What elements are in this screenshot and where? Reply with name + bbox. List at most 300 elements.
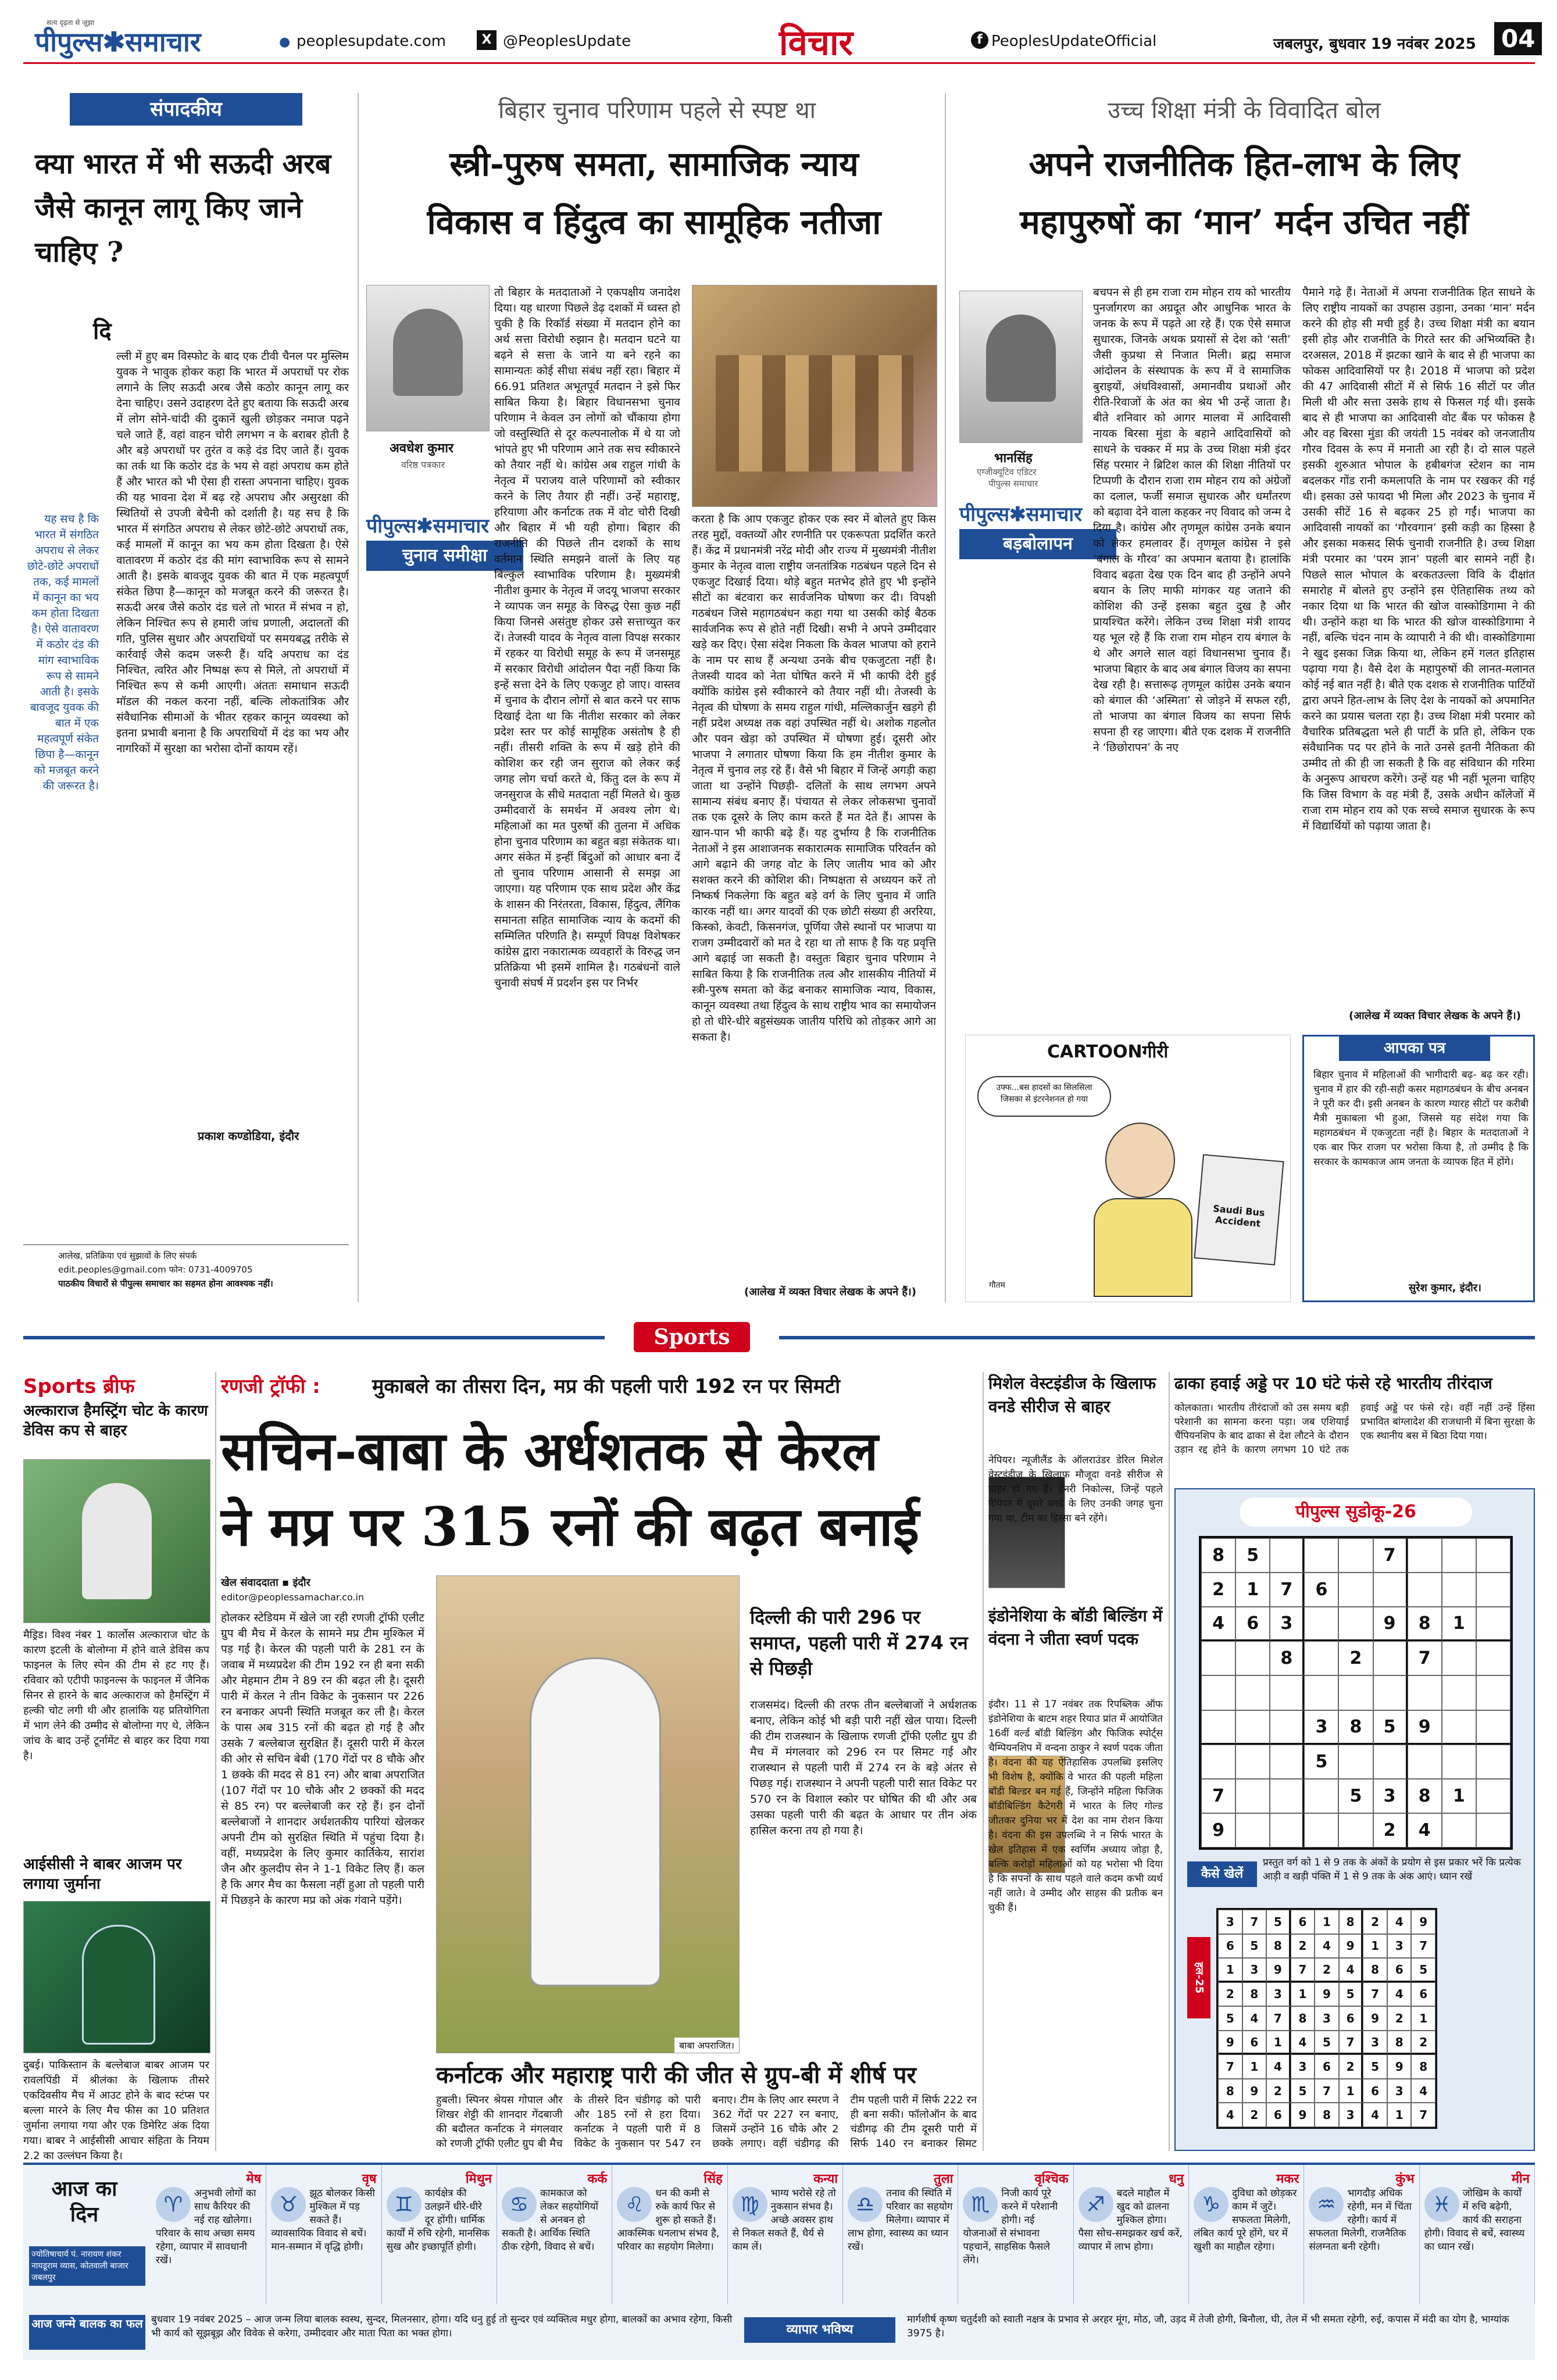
article2-col1: बचपन से ही हम राजा राम मोहन राय को भारतीय पुनर्जागरण का अग्रदूत और आधुनिक भारत के जनक के रूप में पढ़ते आ रहे हैं। एक ऐसे समाज सुधारक, जिनके अथक प्रयासों से देश को ‘सती’ जैसी कुप्रथा से निजात मिली। ब्रह्म समाज आंदोलन के संस्थापक के रूप में वे सामाजिक बुराइयों, अंधविश्वासों, अमानवीय प्रथाओं और रीति-रिवाजों के अंत का श्रेय भी उन्हें जाता है। बीते शनिवार को आगर मालवा में आदिवासी नायक बिरसा मुंडा के बहाने आदिवासियों को साधने के चक्कर में मप्र के उच्च शिक्षा मंत्री इंदर सिंह परमार ने ब्रिटिश काल की शिक्षा नीतियों पर टिप्पणी के दौरान राजा राम मोहन राय को अंग्रेजों का दलाल, फर्जी समाज सुधारक और धर्मांतरण को बढ़ावा देने वाला कहकर नए विवाद को जन्म दे दिया है। कांग्रेस और तृणमूल कांग्रेस उनके बयान को लेकर हमलावर हैं। तृणमूल कांग्रेस ने इसे ‘बंगाल के गौरव’ का अपमान बताया है। हालांकि विवाद बढ़ता देख एक दिन बाद ही उन्होंने अपने बयान के लिए माफी मांगकर यह जताने की कोशिश की उन्हें इसका बहुत दुख है और प्रायश्चित करेंगे। लेकिन उच्च शिक्षा मंत्री शायद यह भूल रहे हैं कि राजा राम मोहन राय बंगाल के थे और अगले साल वहां विधानसभा चुनाव हैं। भाजपा बिहार के बाद अब बंगाल विजय का सपना देख रही है। सत्तारूढ़ तृणमूल कांग्रेस उनके बयान को बंगाल की ‘अस्मिता’ से जोड़ने में सफल रही, तो भाजपा का बंगाल विजय का सपना सिर्फ सपना ही रह जाएगा। बीते एक दशक में राजनीति ने ‘छिछोरापन’ के नए <box>1093 286 1291 754</box>
sudoku-solution-cell: 6 <box>1315 2054 1339 2079</box>
sudoku-solution-cell: 7 <box>1315 2079 1339 2103</box>
sudoku-cell[interactable]: 8 <box>1408 1607 1442 1641</box>
article-minister <box>954 93 1535 1023</box>
globe-icon: ● <box>279 35 291 49</box>
rashi-1 <box>151 2165 266 2304</box>
letter <box>1302 1035 1535 1302</box>
sudoku-cell[interactable] <box>1338 1573 1373 1607</box>
sudoku-solution-cell: 8 <box>1363 1958 1387 1982</box>
batsman-silhouette-icon <box>530 1657 661 1986</box>
sudoku-cell[interactable] <box>1201 1710 1235 1745</box>
article-bihar <box>366 93 936 1302</box>
sudoku-solution-cell: 1 <box>1363 1934 1387 1959</box>
sudoku-cell[interactable] <box>1476 1813 1510 1847</box>
letter-tag: आपका पत्र <box>1339 1035 1490 1061</box>
sudoku-instructions-tag: कैसे खेलें <box>1187 1861 1257 1887</box>
sudoku-cell[interactable] <box>1235 1745 1270 1779</box>
rashi-name: तुला <box>934 2172 954 2186</box>
sudoku-grid[interactable] <box>1199 1536 1513 1850</box>
sports-middle <box>988 1372 1163 2151</box>
sudoku-solution-cell: 4 <box>1291 2031 1315 2055</box>
sudoku-solution-cell: 9 <box>1339 1934 1363 1959</box>
masthead-dateline: जबलपुर, बुधवार 19 नवंबर 2025 <box>1273 35 1476 53</box>
rashi-text: तनाव की स्थिति में परिवार का सहयोग मिलेगा। व्यापार में लाभ होगा, स्वास्थ्य का ध्यान रखें। <box>848 2188 953 2253</box>
editorial-footer-line3: पाठकीय विचारों से पीपुल्स समाचार का सहमत होना आवश्यक नहीं। <box>58 1278 273 1289</box>
rashi-6 <box>728 2165 843 2304</box>
zodiac-icon: ♐ <box>1079 2187 1113 2222</box>
sudoku-cell[interactable] <box>1408 1745 1442 1779</box>
rashi-name: सिंह <box>703 2172 723 2186</box>
sudoku-cell[interactable] <box>1442 1538 1476 1573</box>
ranji-kicker: मुकाबले का तीसरा दिन, मप्र की पहली पारी 192 रन पर सिमटी <box>372 1375 841 1398</box>
brief1-title: अल्काराज हैमस्ट्रिंग चोट के कारण डेविस कप से बाहर <box>23 1402 208 1439</box>
sudoku-cell[interactable] <box>1442 1745 1476 1779</box>
sudoku-solution-cell: 7 <box>1266 2006 1291 2031</box>
sudoku-cell[interactable]: 9 <box>1373 1607 1408 1641</box>
rashi-row <box>151 2165 1535 2304</box>
sudoku-solution-cell: 9 <box>1387 2054 1412 2079</box>
sudoku-solution-cell: 3 <box>1363 2031 1387 2055</box>
rashi-11 <box>1304 2165 1419 2304</box>
cartoon-newspaper-text: Saudi Bus Accident <box>1212 1203 1266 1230</box>
letter-body: बिहार चुनाव में महिलाओं की भागीदारी बढ़- बढ़ कर रही। चुनाव में हार की रही-सही कसर महागठबंधन के बीच अनबन ने पूरी कर दी। इसी अनबन के कारण ग्यारह सीटों पर करीबी मैत्री मुकाबला भी हुआ, जिससे यह संदेश गया कि महागठबंधन में एकजुटता नहीं है। बिहार के मतदाताओं ने एक बार फिर राजग पर भरोसा किया है, तो उम्मीद है कि सरकार के कामकाज आम जनता के व्यापक हित में होंगे। <box>1313 1069 1529 1168</box>
rashi-name: कुंभ <box>1395 2172 1415 2186</box>
sudoku-cell[interactable] <box>1373 1641 1408 1675</box>
zodiac-icon: ♏ <box>963 2187 998 2222</box>
masthead <box>23 17 1535 64</box>
ranji-label: रणजी ट्रॉफी : <box>221 1375 320 1398</box>
today-label: आज का दिन <box>51 2177 117 2227</box>
sudoku-solution-cell: 9 <box>1315 1982 1339 2007</box>
sudoku-cell[interactable]: 9 <box>1408 1710 1442 1745</box>
rashi-name: वृष <box>362 2172 377 2186</box>
rashi-9 <box>1074 2165 1189 2304</box>
sudoku-solution-cell: 9 <box>1363 2006 1387 2031</box>
rashi-name: कर्क <box>587 2172 608 2186</box>
sudoku-cell[interactable] <box>1304 1675 1338 1710</box>
sudoku-cell[interactable]: 8 <box>1270 1641 1304 1675</box>
sudoku-solution-cell: 2 <box>1218 1982 1242 2007</box>
sudoku-cell[interactable]: 7 <box>1270 1573 1304 1607</box>
sudoku-cell[interactable] <box>1270 1745 1304 1779</box>
article1-col1: तो बिहार के मतदाताओं ने एकपक्षीय जनादेश दिया। यह धारणा पिछले डेढ़ दशकों में ध्वस्त हो चुकी है कि रिकॉर्ड संख्या में मतदान होने का अर्थ सत्ता विरोधी रुझान है। मतदान घटने या बढ़ने से सत्ता के जाने या बने रहने का सामान्यतः कोई सीधा संबंध नहीं रहा। बिहार में 66.91 प्रतिशत अभूतपूर्व मतदान ने इसे फिर साबित किया है। बिहार विधानसभा चुनाव परिणाम ने केवल उन लोगों को चौंकाया होगा जो वस्तुस्थिति से दूर कल्पनालोक में थे या जो भांपते हुए भी परिणाम आने तक सच स्वीकारने को तैयार नहीं थे। कांग्रेस अब राहुल गांधी के नेतृत्व में पराजय वाले परिणामों को स्वीकार करने के लिए तैयार ही नहीं। उन्हें महाराष्ट्र, हरियाणा और कर्नाटक तक में वोट चोरी दिखी और बिहार में भी यही होगा। बिहार की राजनीति की पिछले तीन दशकों के साथ वर्तमान स्थिति समझने वालों के लिए यह बिल्कुल स्वाभाविक परिणाम है। मुख्यमंत्री नीतीश कुमार के नेतृत्व में जदयू भाजपा सरकार ने व्यापक जन समूह के विरुद्ध ऐसा कुछ नहीं किया जिनसे असंतुष्ट होकर उसे सत्ताच्युत कर दें। तेजस्वी यादव के नेतृत्व वाला विपक्ष सरकार में रहकर या विरोधी समूह के रूप में जनसमूह में सरकार विरोधी आंदोलन पैदा नहीं किया कि इन्हें सत्ता देने के लिए एकजुट हो जाए। वास्तव में चुनाव के दौरान लोगों से बात करने पर साफ दिखाई देता था कि नीतीश सरकार को लेकर प्रदेश स्तर पर कोई सामूहिक असंतोष है ही नहीं। तीसरी शक्ति के रूप में खड़े होने की कोशिश कर रही जन सुराज को लेकर कई जगह लोग चर्चा करते थे, किंतु दल के रूप में जनसुराज के सीधे मतदाता नहीं मिलते थे। कुछ उम्मीदवारों के समर्थन में अवश्य लोग थे। महिलाओं का मत पुरुषों की तुलना में अधिक होना चुनाव परिणाम का बहुत बड़ा संकेतक था। अगर संकेत में इन्हीं बिंदुओं को आधार बना दें तो चुनाव परिणाम आसानी से समझ आ जाएगा। यह परिणाम एक साथ प्रदेश और केंद्र के शासन की निरंतरता, विकास, हिंदुत्व, लैंगिक समानता सहित सामाजिक न्याय के कदमों की सम्मिलित परिणति है। सम्पूर्ण विपक्ष विशेषकर कांग्रेस द्वारा नकारात्मक व्यवहारों के विरुद्ध जन प्रतिक्रिया भी इसमें शामिल है। गठबंधनों वाले चुनावी संघर्ष में प्रदर्शन इस पर निर्भर <box>494 286 680 989</box>
cartoon <box>965 1035 1291 1302</box>
rashi-5 <box>612 2165 727 2304</box>
brief1-body: मैड्रिड। विश्व नंबर 1 कार्लोस अल्काराज चोट के कारण इटली के बोलोग्ना में होने वाले डेविस कप फाइनल के लिए स्पेन की टीम से हट गए हैं। रविवार को एटीपी फाइनल्स के फाइनल में जैनिक सिनर से हारने के बाद अल्काराज को हैमस्ट्रिंग में हल्की चोट लगी थी और हालांकि यह प्रतियोगिता में भाग लेने की उम्मीद से बोलोग्ना गए थे, लेकिन जांच के बाद उन्हें टूर्नामेंट से बाहर कर दिया गया है। <box>23 1629 209 1762</box>
zodiac-icon: ♒ <box>1309 2187 1344 2222</box>
sudoku-cell[interactable] <box>1304 1813 1338 1847</box>
sudoku-solution-cell: 7 <box>1411 2103 1435 2127</box>
sudoku-solution-cell: 3 <box>1315 2006 1339 2031</box>
cartoon-body <box>1094 1198 1192 1297</box>
sudoku-cell[interactable]: 1 <box>1235 1573 1270 1607</box>
rashi-12 <box>1420 2165 1535 2304</box>
rashi-name: कन्या <box>813 2172 838 2186</box>
article2-author-role1: एग्जीक्यूटिव एडिटर <box>977 467 1037 477</box>
babar-photo <box>23 1901 210 2053</box>
sudoku-cell[interactable] <box>1338 1813 1373 1847</box>
sports-banner: Sports <box>634 1322 750 1352</box>
zodiac-icon: ♈ <box>156 2187 191 2222</box>
sudoku-cell[interactable] <box>1442 1641 1476 1675</box>
editorial <box>23 93 349 1302</box>
article2-headline2: महापुरुषों का ‘मान’ मर्दन उचित नहीं <box>1020 202 1469 242</box>
sudoku-solution-cell: 2 <box>1315 1958 1339 1982</box>
sudoku-solution-cell: 5 <box>1411 1958 1435 1982</box>
sudoku-cell[interactable] <box>1235 1675 1270 1710</box>
karnataka-headline: कर्नाटक और महाराष्ट्र पारी की जीत से ग्रुप-बी में शीर्ष पर <box>436 2061 916 2089</box>
sudoku-cell[interactable] <box>1442 1573 1476 1607</box>
sudoku-cell[interactable] <box>1201 1641 1235 1675</box>
rashi-text: धन की कमी से रुके कार्य फिर से शुरू हो सकते हैं। आकस्मिक धनलाभ संभव है, परिवार का सहयोग मिलेगा। <box>617 2188 720 2253</box>
editorial-footer-line2[interactable]: edit.peoples@gmail.com फोन: 0731-4009705 <box>58 1264 253 1275</box>
article1-badge-logo: पीपुल्स✱समाचार <box>366 514 490 538</box>
sudoku-solution-cell: 7 <box>1363 1982 1387 2007</box>
mitchell-body: नेपियर। न्यूजीलैंड के ऑलराउंडर डेरिल मिशेल वेस्टइंडीज के खिलाफ मौजूदा वनडे सीरीज से बाहर हो गए हैं। हेनरी निकोल्स, जिन्हें पहले नेपियर में दूसरे वनडे के लिए उनकी जगह चुना गया था, टीम का हिस्सा बने रहेंगे। <box>988 1455 1163 1524</box>
rashi-text: कामकाज को लेकर सहयोगियों से अनबन हो सकती है। आर्थिक स्थिति ठीक रहेगी, विवाद से बचें। <box>502 2188 598 2253</box>
article2-kicker: उच्च शिक्षा मंत्री के विवादित बोल <box>1108 97 1381 124</box>
cartoon-title: CARTOONगीरी <box>1047 1042 1169 1062</box>
sudoku-solution-cell: 3 <box>1387 2079 1412 2103</box>
sudoku-solution-cell: 1 <box>1266 2031 1291 2055</box>
sudoku-solution-cell: 6 <box>1242 2031 1267 2055</box>
sudoku-cell[interactable]: 6 <box>1235 1607 1270 1641</box>
ranji-headline2: ने मप्र पर 315 रनों की बढ़त बनाई <box>221 1495 919 1558</box>
masthead-twitter[interactable]: @PeoplesUpdate <box>503 33 631 50</box>
sudoku-solution-cell: 1 <box>1411 2006 1435 2031</box>
cartoon-artist: गौतम <box>989 1281 1005 1290</box>
mitchell-headline: मिशेल वेस्टइंडीज के खिलाफ वनडे सीरीज से बाहर <box>988 1374 1156 1416</box>
rashi-10 <box>1189 2165 1304 2304</box>
market-label: व्यापार भविष्य <box>744 2317 895 2343</box>
sudoku-cell[interactable] <box>1235 1779 1270 1813</box>
market-text: मार्गशीर्ष कृष्ण चतुर्दशी को स्वाती नक्षत्र के प्रभाव से अरहर मूंग, मोठ, जौ, उड़द में तेजी होगी, बिनौला, घी, तेल में भी समता रहेगी, रुई, कपास में मंदी का योग है, भाग्यांक 3975 है। <box>907 2314 1509 2339</box>
sudoku-cell[interactable]: 7 <box>1201 1779 1235 1813</box>
sudoku-cell[interactable]: 3 <box>1373 1779 1408 1813</box>
masthead-section: विचार <box>779 23 854 63</box>
sudoku-solution-cell: 8 <box>1339 1910 1363 1934</box>
sudoku-solution-cell: 2 <box>1242 2103 1267 2127</box>
editorial-drop-cap: दि <box>93 318 112 345</box>
sudoku-cell[interactable]: 8 <box>1408 1779 1442 1813</box>
sudoku-cell[interactable] <box>1476 1675 1510 1710</box>
sudoku-cell[interactable] <box>1304 1607 1338 1641</box>
sudoku-solution-cell: 6 <box>1411 1982 1435 2007</box>
sudoku-solution-cell: 1 <box>1339 2079 1363 2103</box>
article1-author-role: वरिष्ठ पत्रकार <box>401 459 445 470</box>
article2-note: (आलेख में व्यक्त विचार लेखक के अपने हैं।) <box>1349 1010 1521 1022</box>
masthead-facebook[interactable]: PeoplesUpdateOfficial <box>991 33 1157 50</box>
sudoku-solution-cell: 3 <box>1339 2103 1363 2127</box>
cartoon-newspaper <box>1194 1154 1284 1266</box>
rashi-name: मेष <box>246 2172 262 2186</box>
sudoku-cell[interactable]: 8 <box>1338 1710 1373 1745</box>
sudoku-solution-cell: 8 <box>1266 1934 1291 1959</box>
author-photo-icon <box>393 309 463 396</box>
article1-col2: करता है कि आप एकजुट होकर एक स्वर में बोलते हुए किस तरह मुद्दों, वक्तव्यों और रणनीति पर एकरूपता प्रदर्शित करते हैं। केंद्र में प्रधानमंत्री नरेंद्र मोदी और राज्य में मुख्यमंत्री नीतीश कुमार के नेतृत्व वाला राष्ट्रीय जनतांत्रिक गठबंधन पहले दिन से एकजुट दिखाई दिया। थोड़े बहुत मतभेद होते हुए भी इन्होंने सीटों का बंटवारा कर सार्वजनिक घोषणा कर दी। विपक्षी गठबंधन जिसे महागठबंधन कहा गया था उसकी कोई बैठक सार्वजनिक रूप से होते नहीं दिखी। सभी ने अपने उम्मीदवार खड़े कर दिए। ऐसा संदेश निकला कि केवल भाजपा को हराने के नाम पर साथ हैं अन्यथा उनके बीच एकजुटता नहीं है। तेजस्वी यादव को नेता घोषित करने में भी काफी देरी हुई क्योंकि कांग्रेस इसे स्वीकारने को तैयार नहीं थी। तेजस्वी के नेतृत्व की घोषणा के समय राहुल गांधी, मल्लिकार्जुन खड़गे ही नहीं प्रदेश अध्यक्ष तक वहां उपस्थित नहीं थे। अशोक गहलोत और पवन खेड़ा को उपस्थित में घोषणा हुई। दूसरी ओर भाजपा ने लगातार घोषणा किया कि हम नीतीश कुमार के नेतृत्व में चुनाव लड़ रहे हैं। वैसे भी बिहार में जिन्हें अगड़ी कहा जाता था उन्होंने पिछड़ी- दलितों के साथ लगभग अपने सामान्य संबंध बनाए हैं। पंचायत से लेकर लोकसभा चुनावों तक एक दूसरे के लिए काम करते हैं मत देते हैं। आपस के खान-पान भी काफी बढ़े हैं। यह दुर्भाग्य है कि राजनीतिक नेताओं ने इस आशाजनक सकारात्मक सामाजिक परिवर्तन को आगे बढ़ाने की जगह वोट के लिए जातीय भाव को और सशक्त करने की कोशिश की। निष्पक्षता से अध्ययन करें तो निष्कर्ष निकलेगा कि बहुत बड़े वर्ग के लिए चुनाव में जाति कारक नहीं था। अगर यादवों की एक छोटी संख्या ही अररिया, किस्को, केवटी, किसनगंज, पूर्णिया जैसे स्थानों पर भाजपा या राजग उम्मीदवारों को मत दे रहा था तो साफ है कि यह प्रवृत्ति आगे बढ़ाई जा सकती है। वस्तुतः बिहार चुनाव परिणाम ने साबित किया है कि राजनीतिक तत्व और शासकीय नीतियों में स्त्री-पुरुष समता को केंद्र बनाकर सामाजिक न्याय, विकास, कानून व्यवस्था तथा हिंदुत्व के साथ राष्ट्रीय भाव का समायोजन हो तो धीरे-धीरे बहुसंख्यक जातीय परिधि को तोड़कर आगे आ सकता है। <box>692 513 936 1044</box>
sudoku-cell[interactable] <box>1270 1675 1304 1710</box>
article2-col2: पैमाने गढ़े हैं। नेताओं में अपना राजनीतिक हित साधने के लिए राष्ट्रीय नायकों का उपहास उड़ाना, उनका ‘मान’ मर्दन करने की होड़ सी मची हुई है। उच्च शिक्षा मंत्री का बयान इसी होड़ और राजनीति के गिरते स्तर की अभिव्यक्ति है। दरअसल, 2018 में झटका खाने के बाद से ही भाजपा का फोकस आदिवासियों पर है। 2018 में भाजपा को प्रदेश की 47 आदिवासी सीटों में से सिर्फ 16 सीटों पर जीत मिली थी और सत्ता उसके हाथ से फिसल गई थी। इसके बाद से ही भाजपा का आदिवासी वोट बैंक पर फोकस है और वह बिरसा मुंडा की जयंती 15 नवंबर को जनजातीय गौरव दिवस के रूप में मनाती आ रही है। दो साल पहले इसकी शुरुआत भोपाल के हबीबगंज स्टेशन का नाम बदलकर गोंड रानी कमलापति के नाम पर रखकर की गई थी। इसका उसे फायदा भी मिला और 2023 के चुनाव में उसकी सीटें 16 से बढ़कर 25 हो गईं। भाजपा का आदिवासी नायकों का ‘गौरवगान’ इसी कड़ी का हिस्सा है और इसका मकसद सिर्फ चुनावी राजनीति है। उच्च शिक्षा मंत्री परमार का ‘परम ज्ञान’ पहली बार सामने नहीं है। पिछले साल भोपाल के बरकतउल्ला विवि के दीक्षांत समारोह में बोलते हुए उन्होंने इस ऐतिहासिक तथ्य को नकार दिया था कि भारत की खोज वास्कोडिगामा ने की थी। उन्होंने कहा था कि भारत की खोज वास्कोडिगामा ने नहीं, बल्कि चंदन नाम के व्यापारी ने की थी। वास्कोडिगामा ने खुद इसका जिक्र किया था, लेकिन हमें गलत इतिहास पढ़ाया गया है। वैसे देश के महापुरुषों की लानत-मलानत कोई नई बात नहीं है। बीते एक दशक से राजनीतिक पार्टियों द्वारा अपने हित-लाभ के लिए देश के नायकों को अपमानित करने का प्रयास चलता रहा है। उच्च शिक्षा मंत्री परमार को वैचारिक प्रतिबद्धता भले ही पार्टी के प्रति हो, लेकिन एक संवैधानिक पद पर होने के नाते उनसे इतनी नैतिकता की उम्मीद तो की ही जा सकती है कि वह संविधान की गरिमा के अनुरूप आचरण करेंगे। उन्हें यह भी नहीं भूलना चाहिए कि जिस विभाग के वह मंत्री हैं, उसके अधीन कॉलेजों में राजा राम मोहन राय को एक सच्चे समाज सुधारक के रूप में विद्यार्थियों को पढ़ाया जाता है। <box>1302 286 1535 832</box>
sudoku-cell[interactable] <box>1338 1607 1373 1641</box>
rashi-text: अनुभवी लोगों का साथ कैरियर की नई राह खोलेगा। परिवार के साथ अच्छा समय रहेगा, व्यापार में सावधानी रखें। <box>156 2188 256 2266</box>
zodiac-icon: ♋ <box>502 2187 537 2222</box>
sudoku-title: पीपुल्स सुडोकू-26 <box>1240 1498 1472 1527</box>
sudoku-cell[interactable] <box>1270 1710 1304 1745</box>
ranji-story <box>221 1372 977 2151</box>
rashi-2 <box>266 2165 381 2304</box>
sudoku-answer-tag: हल-25 <box>1187 1937 1210 2018</box>
sudoku-cell[interactable] <box>1201 1675 1235 1710</box>
sudoku-cell[interactable] <box>1270 1779 1304 1813</box>
batsman-photo <box>436 1575 740 2053</box>
masthead-logo: पीपुल्स✱समाचार <box>35 26 201 58</box>
sudoku-solution-cell: 2 <box>1363 1910 1387 1934</box>
sports-right <box>1174 1372 1535 2151</box>
rashi-text: भाग्य भरोसे रहे तो नुकसान संभव है। अच्छे अवसर हाथ से निकल सकते हैं, धैर्य से काम लें। <box>732 2188 836 2253</box>
sudoku-cell[interactable] <box>1476 1641 1510 1675</box>
sudoku-solution-cell: 8 <box>1291 2006 1315 2031</box>
sudoku-cell[interactable] <box>1476 1607 1510 1641</box>
voters-photo-icon <box>716 355 913 471</box>
sudoku-panel <box>1174 1488 1535 2151</box>
sudoku-solution-cell: 4 <box>1411 2079 1435 2103</box>
sudoku-cell[interactable] <box>1201 1745 1235 1779</box>
sudoku-cell[interactable]: 3 <box>1270 1607 1304 1641</box>
sudoku-cell[interactable]: 5 <box>1304 1745 1338 1779</box>
zodiac-icon: ♍ <box>733 2187 767 2222</box>
sudoku-solution-cell: 4 <box>1266 2054 1291 2079</box>
sudoku-cell[interactable] <box>1338 1538 1373 1573</box>
rashi-text: निजी कार्य पूरे करने में परेशानी होगी। नई योजनाओं से संभावना पहचानें, साहसिक फैसले लेंगे। <box>963 2188 1058 2266</box>
sudoku-cell[interactable] <box>1270 1538 1304 1573</box>
sudoku-solution-cell: 8 <box>1387 2031 1412 2055</box>
sudoku-cell[interactable]: 2 <box>1201 1573 1235 1607</box>
rashi-text: बदले माहौल में खुद को ढालना मुश्किल होगा। पैसा सोच-समझकर खर्च करें, व्यापार में लाभ होगा। <box>1078 2188 1183 2253</box>
sudoku-solution-cell: 1 <box>1242 2054 1267 2079</box>
letter-author: सुरेश कुमार, इंदौर। <box>1409 1282 1481 1294</box>
sudoku-cell[interactable] <box>1235 1641 1270 1675</box>
facebook-icon: f <box>971 31 988 49</box>
sudoku-cell[interactable]: 7 <box>1408 1641 1442 1675</box>
article2-author-role2: पीपुल्स समाचार <box>988 478 1038 489</box>
sudoku-cell[interactable]: 7 <box>1373 1538 1408 1573</box>
sudoku-cell[interactable]: 5 <box>1338 1779 1373 1813</box>
sudoku-cell[interactable] <box>1476 1538 1510 1573</box>
sudoku-solution-cell: 2 <box>1266 2079 1291 2103</box>
page-number: 04 <box>1494 22 1542 55</box>
sudoku-solution-cell: 3 <box>1291 2054 1315 2079</box>
vandana-body: इंदौर। 11 से 17 नवंबर तक रिपब्लिक ऑफ इंडोनेशिया के बाटम शहर रियाउ प्रांत में आयोजित 16वीं वर्ल्ड बॉडी बिल्डिंग और फिजिक स्पोर्ट्स चैम्पियनशिप में वन्दना ठाकुर ने स्वर्ण पदक जीता है। वंदना की यह ऐतिहासिक उपलब्धि इसलिए भी विशेष है, क्योंकि वे भारत की पहली महिला बॉडी बिल्डर बन गई हैं, जिन्होंने महिला फिजिक बॉडीबिल्डिंग कैटेगरी में भारत के लिए गोल्ड जीतकर दुनिया भर में देश का नाम रोशन किया है। वंदना की इस उपलब्धि ने न सिर्फ भारत के खेल इतिहास में एक स्वर्णिम अध्याय जोड़ा है, बल्कि करोड़ों महिलाओं को यह भरोसा भी दिया है कि सपनों के साथ पहले वाले कदम कभी व्यर्थ नहीं जाते। वे उम्मीद और साहस की प्रतीक बन चुकी हैं। <box>988 1699 1163 1914</box>
zodiac-icon: ♊ <box>387 2187 422 2222</box>
player-silhouette-icon <box>82 1925 155 2045</box>
editorial-body: ल्ली में हुए बम विस्फोट के बाद एक टीवी चैनल पर मुस्लिम युवक ने भावुक होकर कहा कि भारत में अपराधों पर रोक लगाने के लिए सऊदी अरब जैसे कठोर कानून लागू कर देना चाहिए। उसने उदाहरण देते हुए बताया कि सऊदी अरब में लोग सोने-चांदी की दुकानें खुली छोड़कर नमाज पढ़ने चले जाते हैं, वहां वाहन चोरी लगभग न के बराबर होती है और बड़े अपराधों पर तुरंत व कड़े दंड दिए जाते हैं। युवक का तर्क था कि कठोर दंड के भय से वहां अपराध कम होते हैं और भारत को भी ऐसा ही रास्ता अपनाना चाहिए। युवक की यह भावना देश में बढ़ रहे अपराध और असुरक्षा की स्थितियों से उपजी बेचैनी को दर्शाती है। यह सच है कि भारत में संगठित अपराध से लेकर छोटे-छोटे अपराधों तक, कई मामलों में कानून का भय कम होता दिखता है। ऐसे वातावरण में कठोर दंड की मांग स्वाभाविक रूप से सामने आती है। इसके बावजूद युवक की बात में एक महत्वपूर्ण संकेत छिपा है—कानून को मजबूत करने की जरूरत है। सऊदी अरब जैसे कठोर दंड चले तो भारत में संभव न हो, लेकिन निश्चित रूप से हमारी जांच प्रणाली, अदालतों की गति, पुलिस सुधार और अपराधियों पर समयबद्ध तरीके से कार्रवाई जैसे कदम जरूरी हैं। यदि अपराध का दंड निश्चित, त्वरित और निष्पक्ष रूप से मिले, तो अपराधों में निश्चित रूप से कमी आएगी। अंततः समाधान सऊदी मॉडल की नकल करना नहीं, बल्कि लोकतांत्रिक और संवैधानिक सीमाओं के भीतर रहकर कानून व्यवस्था को इतना प्रभावी बनाना है कि अपराधियों में दंड का भय और नागरिकों में सुरक्षा का भरोसा दोनों कायम रहें। <box>116 350 349 755</box>
editorial-pull-quote: यह सच है कि भारत में संगठित अपराध से लेकर छोटे-छोटे अपराधों तक, कई मामलों में कानून का भय कम होता दिखता है। ऐसे वातावरण में कठोर दंड की मांग स्वाभाविक रूप से सामने आती है। इसके बावजूद युवक की बात में एक महत्वपूर्ण संकेत छिपा है—कानून को मजबूत करने की जरूरत है। <box>27 513 99 792</box>
cartoon-character <box>1105 1123 1175 1198</box>
sudoku-cell[interactable] <box>1304 1779 1338 1813</box>
rashi-4 <box>497 2165 612 2304</box>
rashi-text: झूठ बोलकर किसी मुश्किल में पड़ सकते हैं। व्यावसायिक विवाद से बचें। मान-सम्मान में वृद्धि होगी। <box>271 2188 375 2253</box>
editorial-title: क्या भारत में भी सऊदी अरब जैसे कानून लागू किए जाने चाहिए ? <box>35 148 331 269</box>
sudoku-solution-cell: 2 <box>1339 2054 1363 2079</box>
sudoku-cell[interactable] <box>1270 1813 1304 1847</box>
zodiac-icon: ♌ <box>617 2187 652 2222</box>
sudoku-cell[interactable] <box>1408 1675 1442 1710</box>
sudoku-solution-cell: 6 <box>1339 2006 1363 2031</box>
sudoku-solution-cell: 9 <box>1291 2103 1315 2127</box>
sudoku-cell[interactable] <box>1304 1641 1338 1675</box>
rashi-7 <box>843 2165 958 2304</box>
sudoku-solution-cell: 9 <box>1242 2079 1267 2103</box>
birthday-text: बुधवार 19 नवंबर 2025 – आज जन्म लिया बालक स्वस्थ, सुन्दर, मिलनसार, होगा। यदि धनु हुई तो सुन्दर एवं व्यक्तित्व मधुर होगा, बालकों का अभाव रहेगा, किसी भी कार्य को सूझबूझ और विवेक से करेगा, उम्मीदवार और माता पिता का भक्त होगा। <box>151 2314 733 2339</box>
sudoku-solution-cell: 4 <box>1242 2006 1267 2031</box>
sudoku-cell[interactable] <box>1235 1813 1270 1847</box>
article2-badge-logo: पीपुल्स✱समाचार <box>959 503 1083 526</box>
sudoku-solution-cell: 4 <box>1339 1958 1363 1982</box>
astrologer: ज्योतिषाचार्य पं. नारायण शंकर नायडूराम व्यास, कोतवाली बाजार जबलपुर <box>29 2246 145 2286</box>
sudoku-cell[interactable] <box>1442 1813 1476 1847</box>
sudoku-solution-cell: 8 <box>1315 2103 1339 2127</box>
voters-photo <box>692 285 937 507</box>
masthead-website[interactable]: peoplesupdate.com <box>297 33 447 50</box>
sudoku-solution-cell: 3 <box>1242 1958 1267 1982</box>
sudoku-cell[interactable] <box>1442 1675 1476 1710</box>
rashi-name: मिथुन <box>465 2172 492 2186</box>
sudoku-solution-cell: 4 <box>1363 2103 1387 2127</box>
sudoku-cell[interactable] <box>1408 1538 1442 1573</box>
sudoku-cell[interactable]: 4 <box>1201 1607 1235 1641</box>
sudoku-solution-cell: 7 <box>1242 1910 1267 1934</box>
photo-caption: बाबा अपराजित। <box>674 2038 739 2053</box>
sudoku-cell[interactable] <box>1442 1710 1476 1745</box>
article2-badge: बड़बोलापन <box>959 529 1116 559</box>
sudoku-solution-cell: 1 <box>1315 1910 1339 1934</box>
sudoku-cell[interactable] <box>1373 1675 1408 1710</box>
rashi-name: मीन <box>1511 2172 1530 2186</box>
sudoku-cell[interactable] <box>1235 1710 1270 1745</box>
sudoku-solution-cell: 4 <box>1218 2103 1242 2127</box>
ranji-byline: खेल संवाददाता ▪ इंदौर <box>221 1577 310 1589</box>
author-photo-icon <box>986 315 1056 402</box>
editorial-footer-line1: आलेख, प्रतिक्रिया एवं सुझावों के लिए संपर्क <box>58 1250 197 1261</box>
sudoku-cell[interactable]: 2 <box>1373 1813 1408 1847</box>
sudoku-solution-cell: 5 <box>1315 2031 1339 2055</box>
author-photo-awadhesh <box>366 285 490 431</box>
sudoku-cell[interactable]: 6 <box>1304 1573 1338 1607</box>
sudoku-cell[interactable]: 1 <box>1442 1607 1476 1641</box>
sudoku-solution-cell: 2 <box>1291 1934 1315 1959</box>
rashi-name: मकर <box>1276 2172 1299 2186</box>
horoscope <box>23 2163 1535 2360</box>
birthday-label: आज जन्मे बालक का फल <box>29 2315 145 2350</box>
sudoku-solution-cell: 1 <box>1291 1982 1315 2007</box>
delhi-body: राजसमंद। दिल्ली की तरफ तीन बल्लेबाजों ने अर्धशतक बनाए, लेकिन कोई भी बड़ी पारी नहीं खेल पाया। दिल्ली की टीम राजस्थान के खिलाफ रणजी ट्रॉफी एलीट ग्रुप डी मैच में मंगलवार को 296 रन पर सिमट गई और राजस्थान से पहली पारी में 274 रन के बड़े अंतर से पिछड़ गई। राजस्थान ने अपनी पहली पारी सात विकेट पर 570 रन के विशाल स्कोर पर घोषित की थी और अब उसका पहली पारी की बढ़त के आधार पर तीन अंक हासिल करना तय हो गया है। <box>750 1699 977 1837</box>
sudoku-solution-cell: 4 <box>1387 1982 1412 2007</box>
sudoku-solution-cell: 7 <box>1411 1934 1435 1959</box>
sudoku-solution-cell: 5 <box>1291 2079 1315 2103</box>
sudoku-cell[interactable] <box>1338 1745 1373 1779</box>
sudoku-cell[interactable] <box>1476 1710 1510 1745</box>
sudoku-solution-cell: 7 <box>1339 2031 1363 2055</box>
rashi-text: कार्यक्षेत्र की उलझनें धीरे-धीरे दूर होंगी। धार्मिक कार्यों में रुचि रहेगी, मानसिक सुख और इच्छापूर्ति होगी। <box>386 2188 490 2253</box>
sudoku-cell[interactable] <box>1373 1573 1408 1607</box>
sudoku-solution-cell: 5 <box>1339 1982 1363 2007</box>
sudoku-solution-cell: 6 <box>1266 2103 1291 2127</box>
zodiac-icon: ♎ <box>848 2187 883 2222</box>
sudoku-cell[interactable]: 9 <box>1201 1813 1235 1847</box>
x-twitter-icon: X <box>477 30 497 50</box>
rashi-text: भागदौड़ अधिक रहेगी, मन में चिंता रहेगी। कार्य में सफलता मिलेगी, राजनैतिक संलग्नता बनी रहेगी। <box>1309 2188 1412 2253</box>
sudoku-cell[interactable] <box>1476 1745 1510 1779</box>
brief2-title: आईसीसी ने बाबर आजम पर लगाया जुर्माना <box>23 1856 182 1893</box>
rashi-text: जोखिम के कार्यों में रुचि बढ़ेगी, कार्य की सराहना होगी। विवाद से बचें, स्वास्थ्य का ध्यान रखें। <box>1424 2188 1525 2253</box>
sudoku-instructions: प्रस्तुत वर्ग को 1 से 9 तक के अंकों के प्रयोग से इस प्रकार भरें कि प्रत्येक आड़ी व खड़ी पंक्ति में 1 से 9 तक के अंक आएं। ध्यान रखें <box>1263 1857 1521 1882</box>
sudoku-solution-cell: 3 <box>1266 1982 1291 2007</box>
sudoku-cell[interactable]: 8 <box>1201 1538 1235 1573</box>
sudoku-cell[interactable]: 4 <box>1408 1813 1442 1847</box>
sudoku-solution-cell: 3 <box>1387 1934 1412 1959</box>
ranji-email[interactable]: editor@peoplessamachar.co.in <box>221 1592 365 1603</box>
sudoku-solution-cell: 1 <box>1387 2103 1412 2127</box>
article1-author: अवधेश कुमार <box>390 441 453 456</box>
sudoku-solution-cell: 5 <box>1242 1934 1267 1959</box>
rashi-name: वृश्चिक <box>1034 2172 1069 2186</box>
sudoku-cell[interactable]: 2 <box>1338 1641 1373 1675</box>
sudoku-solution-cell: 9 <box>1266 1958 1291 1982</box>
rashi-3 <box>382 2165 497 2304</box>
sudoku-solution-cell: 3 <box>1218 1910 1242 1934</box>
sudoku-solution-cell: 6 <box>1291 1910 1315 1934</box>
article1-note: (आलेख में व्यक्त विचार लेखक के अपने हैं।) <box>744 1286 916 1298</box>
sudoku-solution-cell: 8 <box>1411 2054 1435 2079</box>
sudoku-cell[interactable] <box>1408 1573 1442 1607</box>
editorial-tag: संपादकीय <box>70 93 302 126</box>
sudoku-cell[interactable] <box>1476 1573 1510 1607</box>
sudoku-solution-cell: 5 <box>1218 2006 1242 2031</box>
zodiac-icon: ♉ <box>271 2187 306 2222</box>
vandana-headline: इंडोनेशिया के बॉडी बिल्डिंग में वंदना ने जीता स्वर्ण पदक <box>988 1606 1163 1649</box>
sudoku-cell[interactable]: 3 <box>1304 1710 1338 1745</box>
karnataka-body: हुबली। स्पिनर श्रेयस गोपाल और शिखर शेट्टी की शानदार गेंदबाजी की बदौलत कर्नाटक ने मंगलवार को रणजी ट्रॉफी एलीट ग्रुप बी मैच के तीसरे दिन चंडीगढ़ को पारी और 185 रनों से हरा दिया। कर्नाटक ने पहली पारी में 8 विकेट के नुकसान पर 547 रन बनाए। टीम के लिए आर स्मरण ने 362 गेंदों पर 227 रन बनाए, जिसमें उन्होंने 16 चौके और 2 छक्के लगाए। वहीं चंडीगढ़ की टीम पहली पारी में सिर्फ 222 रन ही बना सकी। फॉलोऑन के बाद चंडीगढ़ की टीम दूसरी पारी में सिर्फ 140 रन बनाकर सिमट <box>436 2094 977 2150</box>
sudoku-solution-cell: 8 <box>1242 1982 1267 2007</box>
sudoku-cell[interactable] <box>1304 1538 1338 1573</box>
sudoku-solution-cell: 6 <box>1363 2079 1387 2103</box>
dhaka-body: कोलकाता। भारतीय तीरंदाजों को उस समय बड़ी परेशानी का सामना करना पड़ा। जब एशियाई चैंपियनशिप के बाद ढाका से देश लौटने के दौरान उड़ान रद्द होने के कारण लगभग 10 घंटे तक हवाई अड्डे पर फंसे रहे। वहीं नहीं उन्हें हिंसा प्रभावित बांग्लादेश की राजधानी में बिना सुरक्षा के एक स्थानीय बस में बिठा दिया गया। <box>1174 1402 1535 1456</box>
sudoku-solution-cell: 2 <box>1387 2006 1412 2031</box>
sudoku-solution-cell: 2 <box>1411 2031 1435 2055</box>
sudoku-solution-cell: 5 <box>1363 2054 1387 2079</box>
sudoku-solution-grid <box>1216 1908 1437 2129</box>
ranji-body: होलकर स्टेडियम में खेले जा रही रणजी ट्रॉफी एलीट ग्रुप बी मैच में केरल के सामने मप्र टीम मुश्किल में पड़ गई है। केरल की पहली पारी के 281 रन के जवाब में मध्यप्रदेश की टीम 192 रन ही बना सकी और मेहमान टीम ने 89 रन की बढ़त ली है। दूसरी पारी में केरल ने तीन विकेट के नुकसान पर 226 रन बनाकर अपनी स्थिति मजबूत कर ली है। केरल के पास अब 315 रनों की बढ़त हो गई है और उसके 7 बल्लेबाज सुरक्षित हैं। दूसरी पारी में केरल की ओर से सचिन बेबी (170 गेंदों पर 8 चौके और 1 छक्के की मदद से 81 रन) और बाबा अपराजित (107 गेंदों पर 10 चौके और 2 छक्कों की मदद से 85 रन) पर बल्लेबाजी कर रहे हैं। इन दोनों बल्लेबाजों ने शानदार अर्धशतकीय पारियां खेलकर अपनी टीम को सुरक्षित स्थिति में पहुंचा दिया है। वहीं, मध्यप्रदेश के लिए कुमार कार्तिकेय, सारांश जैन और कुलदीप सेन ने 1-1 विकेट लिए हैं। कल है कि अगर मैच का फैसला नहीं हुआ तो पहली पारी में पिछड़ने के कारण मप्र को अंक गंवाने पड़ेंगे। <box>221 1611 424 1907</box>
sudoku-cell[interactable]: 5 <box>1235 1538 1270 1573</box>
ranji-headline1: सचिन-बाबा के अर्धशतक से केरल <box>221 1420 879 1482</box>
sudoku-solution-cell: 7 <box>1291 1958 1315 1982</box>
author-photo-bhansingh <box>959 291 1083 443</box>
sudoku-cell[interactable]: 1 <box>1442 1779 1476 1813</box>
brief2-body: दुबई। पाकिस्तान के बल्लेबाज बाबर आजम पर रावलपिंडी में श्रीलंका के खिलाफ तीसरे एकदिवसीय मैच में आउट होने के बाद स्टंप्स पर बल्ला मारने के लिए मैच फीस का 10 प्रतिशत जुर्माना लगाया गया और एक डिमेरिट अंक दिया गया। बाबर ने आईसीसी आचार संहिता के नियम 2.2 का उल्लंघन किया है। <box>23 2059 209 2162</box>
editorial-footer <box>23 1244 349 1302</box>
article1-kicker: बिहार चुनाव परिणाम पहले से स्पष्ट था <box>498 97 816 124</box>
sudoku-cell[interactable]: 5 <box>1373 1710 1408 1745</box>
dhaka-headline: ढाका हवाई अड्डे पर 10 घंटे फंसे रहे भारतीय तीरंदाज <box>1174 1374 1492 1393</box>
sudoku-cell[interactable] <box>1476 1779 1510 1813</box>
sudoku-solution-cell: 4 <box>1315 1934 1339 1959</box>
sudoku-cell[interactable] <box>1373 1745 1408 1779</box>
sudoku-cell[interactable] <box>1338 1675 1373 1710</box>
article1-badge: चुनाव समीक्षा <box>366 541 523 571</box>
article2-author: भानसिंह <box>994 451 1033 466</box>
masthead-tagline: सत्य दृढ़ता से जूझा <box>47 19 95 27</box>
article1-headline2: विकास व हिंदुत्व का सामूहिक नतीजा <box>427 202 881 242</box>
